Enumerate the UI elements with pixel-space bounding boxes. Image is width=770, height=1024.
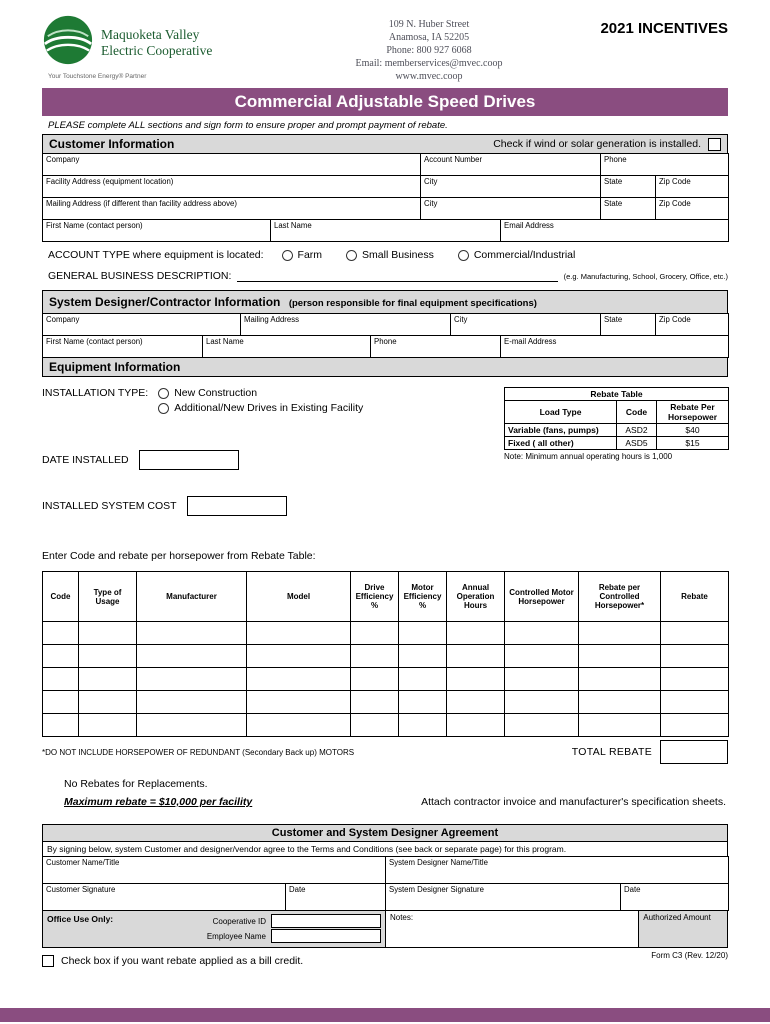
city-label: City (424, 177, 438, 186)
address-line: www.mvec.coop (395, 71, 463, 82)
account-type-label: ACCOUNT TYPE where equipment is located: (48, 249, 264, 261)
rebate-table (504, 387, 729, 450)
phone-label: Phone (374, 337, 397, 346)
rebate-table-title: Rebate Table (505, 388, 729, 401)
state-label: State (604, 177, 623, 186)
designer-info-header (42, 290, 728, 314)
drives-cell[interactable] (137, 691, 247, 714)
system-cost-input[interactable] (187, 496, 287, 516)
business-description-input[interactable] (237, 270, 557, 282)
radio-icon (158, 388, 169, 399)
drives-cell[interactable] (137, 714, 247, 737)
account-type-commercial-radio[interactable] (458, 249, 576, 261)
drives-cell[interactable] (661, 668, 729, 691)
first-name-label: First Name (contact person) (46, 221, 143, 230)
city-label: City (454, 315, 468, 324)
drives-cell[interactable] (399, 622, 447, 645)
customer-signature-label: Customer Signature (46, 885, 116, 894)
total-rebate-row (42, 740, 728, 764)
last-name-label: Last Name (206, 337, 244, 346)
coop-logo-icon (42, 14, 94, 71)
form-number: Form C3 (Rev. 12/20) (651, 951, 728, 960)
option-label: New Construction (174, 387, 258, 399)
bill-credit-checkbox[interactable] (42, 955, 54, 967)
col-annual-hours: Annual Operation Hours (447, 572, 505, 622)
option-label: Farm (297, 249, 323, 261)
designer-info-title: System Designer/Contractor Information (49, 295, 281, 309)
drives-cell[interactable] (79, 645, 137, 668)
drives-cell[interactable] (351, 668, 399, 691)
drives-cell[interactable] (579, 691, 661, 714)
drives-cell[interactable] (43, 691, 79, 714)
authorized-amount-label: Authorized Amount (643, 913, 711, 922)
system-cost-label: INSTALLED SYSTEM COST (42, 500, 177, 512)
designer-info-subtitle: (person responsible for final equipment specifications) (288, 298, 537, 309)
table-row (505, 424, 729, 437)
facility-city-field[interactable] (421, 176, 601, 198)
cooperative-id-label: Cooperative ID (212, 916, 266, 926)
drives-cell[interactable] (247, 714, 351, 737)
drives-cell[interactable] (447, 645, 505, 668)
zip-label: Zip Code (659, 315, 691, 324)
total-rebate-group (572, 740, 728, 764)
authorized-amount-field[interactable] (639, 911, 727, 947)
drives-cell[interactable] (137, 645, 247, 668)
drives-cell[interactable] (579, 714, 661, 737)
drives-cell[interactable] (447, 668, 505, 691)
coop-address-block (280, 18, 578, 83)
load-type-cell: Variable (fans, pumps) (505, 424, 617, 437)
date-installed-label: DATE INSTALLED (42, 454, 129, 466)
page-header (42, 14, 728, 83)
designer-state-field[interactable] (601, 314, 656, 336)
col-type-of-usage: Type of Usage (79, 572, 137, 622)
city-label: City (424, 199, 438, 208)
installation-options (158, 387, 363, 414)
instruction-note: PLEASE complete ALL sections and sign form to ensure proper and prompt payment of rebate. (48, 120, 448, 131)
col-rebate-per-hp: Rebate per Controlled Horsepower* (579, 572, 661, 622)
form-content (42, 0, 728, 967)
table-row (43, 714, 729, 737)
rebate-col-code: Code (617, 401, 657, 424)
email-label: Email Address (504, 221, 554, 230)
col-model: Model (247, 572, 351, 622)
drives-cell[interactable] (247, 645, 351, 668)
customer-name-label: Customer Name/Title (46, 858, 120, 867)
drives-header-row (43, 572, 729, 622)
bottom-purple-band (0, 1008, 770, 1022)
drives-cell[interactable] (399, 645, 447, 668)
last-name-field[interactable] (271, 220, 501, 242)
radio-icon (346, 250, 357, 261)
employee-name-label: Employee Name (206, 931, 266, 941)
max-rebate-note: Maximum rebate = $10,000 per facility (64, 796, 253, 808)
cooperative-id-input[interactable] (271, 914, 381, 928)
email-label: E-mail Address (504, 337, 557, 346)
radio-icon (158, 403, 169, 414)
coop-name (101, 27, 212, 58)
drives-cell[interactable] (43, 668, 79, 691)
company-field[interactable] (43, 154, 421, 176)
address-line: 109 N. Huber Street (388, 19, 470, 30)
drives-cell[interactable] (79, 714, 137, 737)
facility-state-field[interactable] (601, 176, 656, 198)
drives-cell[interactable] (399, 668, 447, 691)
account-number-label: Account Number (424, 155, 483, 164)
logo-row (42, 14, 280, 71)
drives-cell[interactable] (399, 714, 447, 737)
phone-field[interactable] (601, 154, 729, 176)
customer-info-table (42, 153, 729, 242)
total-rebate-input[interactable] (660, 740, 728, 764)
load-type-cell: Fixed ( all other) (505, 437, 617, 450)
drives-cell[interactable] (79, 668, 137, 691)
designer-zip-field[interactable] (656, 314, 729, 336)
mailing-address-field[interactable] (43, 198, 421, 220)
drives-cell[interactable] (43, 645, 79, 668)
customer-name-field[interactable] (43, 857, 386, 884)
equipment-info-title: Equipment Information (49, 360, 181, 374)
col-drive-efficiency: Drive Efficiency % (351, 572, 399, 622)
drives-cell[interactable] (79, 622, 137, 645)
radio-icon (458, 250, 469, 261)
col-motor-efficiency: Motor Efficiency % (399, 572, 447, 622)
phone-label: Phone (604, 155, 627, 164)
wind-solar-row (493, 138, 721, 151)
office-use-row (42, 910, 728, 948)
installation-type-label: INSTALLATION TYPE: (42, 387, 149, 399)
total-rebate-label: TOTAL REBATE (571, 746, 652, 758)
customer-signature-field[interactable] (43, 884, 286, 911)
state-label: State (604, 315, 623, 324)
option-label: Commercial/Industrial (473, 249, 576, 261)
business-description-hint: (e.g. Manufacturing, School, Grocery, Office, etc.) (563, 272, 728, 281)
drives-cell[interactable] (43, 622, 79, 645)
equipment-info-header (42, 357, 728, 377)
drives-cell[interactable] (579, 645, 661, 668)
system-cost-row (42, 496, 504, 516)
mailing-zip-field[interactable] (656, 198, 729, 220)
first-name-label: First Name (contact person) (46, 337, 143, 346)
coop-name-line2: Electric Cooperative (101, 42, 213, 58)
mailing-state-field[interactable] (601, 198, 656, 220)
col-manufacturer: Manufacturer (137, 572, 247, 622)
drives-cell[interactable] (661, 691, 729, 714)
col-controlled-hp: Controlled Motor Horsepower (505, 572, 579, 622)
zip-label: Zip Code (659, 199, 691, 208)
table-row (43, 622, 729, 645)
rebate-cell: $40 (657, 424, 729, 437)
max-rebate-row (64, 796, 728, 808)
notes-field[interactable] (385, 911, 639, 947)
designer-phone-field[interactable] (371, 336, 501, 358)
table-row (43, 645, 729, 668)
designer-info-table (42, 313, 729, 358)
address-line: Phone: 800 927 6068 (386, 45, 472, 56)
account-number-field[interactable] (421, 154, 601, 176)
equipment-left-column (42, 387, 504, 516)
date-installed-row (42, 450, 504, 470)
new-construction-radio[interactable] (158, 387, 363, 399)
table-row (43, 691, 729, 714)
option-label: Additional/New Drives in Existing Facility (174, 402, 364, 414)
rebate-notes-block (64, 778, 728, 808)
table-row (43, 668, 729, 691)
bill-credit-label: Check box if you want rebate applied as a bill credit. (61, 955, 304, 967)
notes-label: Notes: (389, 913, 414, 922)
last-name-label: Last Name (274, 221, 312, 230)
drives-table (42, 571, 729, 737)
col-rebate: Rebate (661, 572, 729, 622)
coop-logo-block (42, 14, 280, 83)
date-label: Date (289, 885, 306, 894)
coop-tagline: Your Touchstone Energy® Partner (48, 73, 147, 80)
drives-cell[interactable] (137, 668, 247, 691)
wind-solar-checkbox[interactable] (708, 138, 721, 151)
office-use-label: Office Use Only: (47, 914, 114, 924)
coop-name-line1: Maquoketa Valley (101, 26, 200, 42)
first-name-field[interactable] (43, 220, 271, 242)
rebate-cell: $15 (657, 437, 729, 450)
drives-cell[interactable] (579, 668, 661, 691)
zip-label: Zip Code (659, 177, 691, 186)
designer-date-field[interactable] (621, 884, 729, 911)
designer-last-name-field[interactable] (203, 336, 371, 358)
drives-cell[interactable] (447, 622, 505, 645)
drives-cell[interactable] (447, 714, 505, 737)
company-label: Company (46, 155, 80, 164)
drives-cell[interactable] (579, 622, 661, 645)
no-replacements-note: No Rebates for Replacements. (64, 778, 208, 790)
employee-name-input[interactable] (271, 929, 381, 943)
agreement-signatures-table (42, 883, 729, 911)
attach-invoice-note: Attach contractor invoice and manufacturer's specification sheets. (421, 796, 726, 808)
drives-cell[interactable] (137, 622, 247, 645)
rebate-table-block (504, 387, 728, 516)
mailing-city-field[interactable] (421, 198, 601, 220)
facility-address-label: Facility Address (equipment location) (46, 177, 174, 186)
radio-icon (282, 250, 293, 261)
account-type-farm-radio[interactable] (282, 249, 323, 261)
company-label: Company (46, 315, 80, 324)
additional-drives-radio[interactable] (158, 402, 363, 414)
drives-cell[interactable] (505, 645, 579, 668)
email-field[interactable] (501, 220, 729, 242)
drives-cell[interactable] (505, 691, 579, 714)
drives-table-intro: Enter Code and rebate per horsepower from Rebate Table: (42, 550, 316, 562)
drives-cell[interactable] (661, 645, 729, 668)
customer-info-header (42, 134, 728, 154)
option-label: Small Business (362, 249, 434, 261)
facility-address-field[interactable] (43, 176, 421, 198)
agreement-section (42, 824, 728, 948)
form-title-banner: Commercial Adjustable Speed Drives (42, 88, 728, 116)
date-label: Date (624, 885, 641, 894)
employee-name-row (47, 929, 381, 943)
facility-zip-field[interactable] (656, 176, 729, 198)
designer-header-text (49, 293, 537, 311)
drives-cell[interactable] (447, 691, 505, 714)
drives-cell[interactable] (399, 691, 447, 714)
designer-city-field[interactable] (451, 314, 601, 336)
drives-cell[interactable] (79, 691, 137, 714)
equipment-body (42, 387, 728, 516)
footer-row (42, 951, 728, 967)
designer-signature-label: System Designer Signature (389, 885, 484, 894)
agreement-names-table (42, 856, 729, 884)
date-installed-input[interactable] (139, 450, 239, 470)
code-cell: ASD5 (617, 437, 657, 450)
account-type-row (48, 249, 728, 261)
agreement-terms-text: By signing below, system Customer and designer/vendor agree to the Terms and Conditions (see back or separate page) for this program. (42, 842, 728, 857)
office-use-left (43, 911, 385, 947)
drives-cell[interactable] (351, 645, 399, 668)
redundant-motors-footnote: *DO NOT INCLUDE HORSEPOWER OF REDUNDANT (Secondary Back up) MOTORS (42, 747, 355, 757)
designer-name-label: System Designer Name/Title (389, 858, 488, 867)
table-row (505, 437, 729, 450)
agreement-header: Customer and System Designer Agreement (42, 824, 728, 842)
drives-cell[interactable] (247, 622, 351, 645)
customer-date-field[interactable] (286, 884, 386, 911)
customer-info-title: Customer Information (49, 137, 175, 151)
drives-cell[interactable] (661, 714, 729, 737)
drives-cell[interactable] (351, 714, 399, 737)
drives-cell[interactable] (505, 668, 579, 691)
bill-credit-row (42, 955, 303, 967)
rebate-col-load-type: Load Type (505, 401, 617, 424)
business-description-row (48, 270, 728, 282)
drives-cell[interactable] (351, 691, 399, 714)
code-cell: ASD2 (617, 424, 657, 437)
address-line: Anamosa, IA 52205 (388, 32, 470, 43)
installation-type-row (42, 387, 504, 414)
designer-email-field[interactable] (501, 336, 729, 358)
designer-company-field[interactable] (43, 314, 241, 336)
drives-cell[interactable] (351, 622, 399, 645)
mailing-address-label: Mailing Address (if different than facility address above) (46, 199, 237, 208)
address-line: Email: memberservices@mvec.coop (355, 58, 503, 69)
mailing-address-label: Mailing Address (244, 315, 300, 324)
wind-solar-label: Check if wind or solar generation is installed. (493, 138, 701, 150)
designer-mailing-address-field[interactable] (241, 314, 451, 336)
account-type-small-business-radio[interactable] (346, 249, 434, 261)
col-code: Code (43, 572, 79, 622)
drives-cell[interactable] (247, 668, 351, 691)
drives-cell[interactable] (505, 714, 579, 737)
incentives-label: 2021 INCENTIVES (600, 20, 728, 37)
designer-first-name-field[interactable] (43, 336, 203, 358)
business-description-label: GENERAL BUSINESS DESCRIPTION: (48, 270, 232, 282)
drives-cell[interactable] (505, 622, 579, 645)
drives-cell[interactable] (43, 714, 79, 737)
designer-name-field[interactable] (386, 857, 729, 884)
designer-signature-field[interactable] (386, 884, 621, 911)
rebate-table-note: Note: Minimum annual operating hours is 1,000 (504, 452, 673, 461)
drives-cell[interactable] (247, 691, 351, 714)
rebate-col-rebate-per-hp: Rebate Per Horsepower (657, 401, 729, 424)
drives-cell[interactable] (661, 622, 729, 645)
state-label: State (604, 199, 623, 208)
